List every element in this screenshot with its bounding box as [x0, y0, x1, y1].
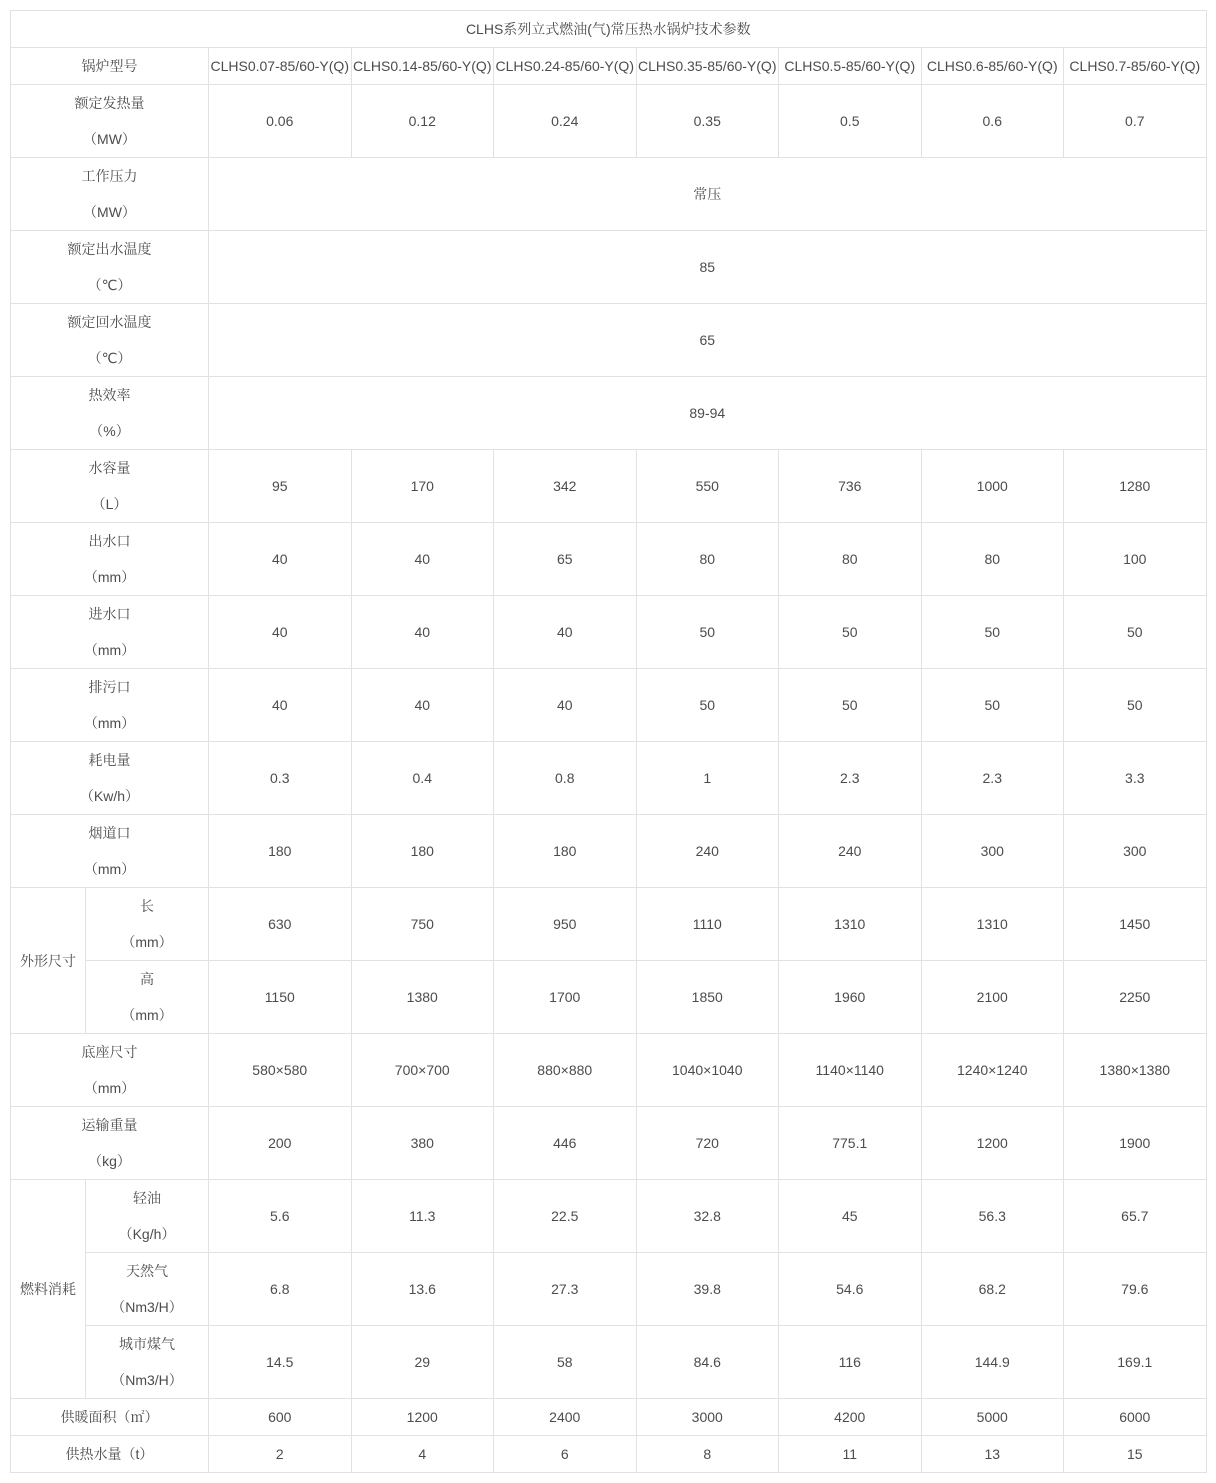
table-row-rated-outlet-temp	[11, 231, 1207, 304]
cell-value: 342	[494, 450, 637, 523]
cell-value: 720	[636, 1107, 779, 1180]
header-model: CLHS0.35-85/60-Y(Q)	[636, 48, 779, 85]
row-label-cell: 供暖面积（㎡）	[11, 1399, 209, 1436]
cell-value: 40	[494, 596, 637, 669]
cell-value: 1900	[1064, 1107, 1207, 1180]
row-unit: （℃）	[87, 350, 132, 366]
cell-value: 68.2	[921, 1253, 1064, 1326]
cell-value: 240	[636, 815, 779, 888]
cell-value: 1280	[1064, 450, 1207, 523]
row-label-cell	[86, 961, 209, 1034]
cell-value: 4200	[779, 1399, 922, 1436]
group-label-overall-dimensions: 外形尺寸	[11, 888, 86, 1034]
cell-value: 3.3	[1064, 742, 1207, 815]
cell-value: 200	[209, 1107, 352, 1180]
row-unit: （℃）	[87, 277, 132, 293]
table-row-water-capacity	[11, 450, 1207, 523]
row-unit: （Nm3/H）	[111, 1372, 183, 1388]
cell-value: 2.3	[779, 742, 922, 815]
row-label-cell	[11, 1107, 209, 1180]
header-model: CLHS0.7-85/60-Y(Q)	[1064, 48, 1207, 85]
table-title: CLHS系列立式燃油(气)常压热水锅炉技术参数	[11, 11, 1207, 48]
cell-value: 32.8	[636, 1180, 779, 1253]
cell-value: 13	[921, 1436, 1064, 1473]
cell-value: 180	[351, 815, 494, 888]
cell-value: 550	[636, 450, 779, 523]
cell-value: 3000	[636, 1399, 779, 1436]
cell-value: 50	[636, 669, 779, 742]
cell-value: 950	[494, 888, 637, 961]
table-row-fuel-light-oil	[11, 1180, 1207, 1253]
cell-value: 50	[1064, 669, 1207, 742]
cell-value-merged: 常压	[209, 158, 1207, 231]
cell-value: 116	[779, 1326, 922, 1399]
row-label-cell	[11, 85, 209, 158]
cell-value: 1110	[636, 888, 779, 961]
row-label-cell	[11, 815, 209, 888]
cell-value: 50	[636, 596, 779, 669]
cell-value: 50	[921, 669, 1064, 742]
cell-value: 6.8	[209, 1253, 352, 1326]
row-label-cell	[86, 1326, 209, 1399]
cell-value: 13.6	[351, 1253, 494, 1326]
cell-value: 1150	[209, 961, 352, 1034]
row-label: 出水口	[88, 533, 131, 549]
cell-value: 1310	[779, 888, 922, 961]
row-unit: （mm）	[121, 934, 173, 950]
cell-value: 6	[494, 1436, 637, 1473]
cell-value: 1380×1380	[1064, 1034, 1207, 1107]
row-label: 水容量	[88, 460, 131, 476]
table-row-dimension-height	[11, 961, 1207, 1034]
cell-value: 300	[921, 815, 1064, 888]
cell-value: 15	[1064, 1436, 1207, 1473]
cell-value: 169.1	[1064, 1326, 1207, 1399]
cell-value: 22.5	[494, 1180, 637, 1253]
table-row-power-consumption	[11, 742, 1207, 815]
table-row-transport-weight	[11, 1107, 1207, 1180]
row-label-cell	[11, 1034, 209, 1107]
cell-value: 1380	[351, 961, 494, 1034]
row-label-cell	[11, 450, 209, 523]
cell-value: 14.5	[209, 1326, 352, 1399]
cell-value: 144.9	[921, 1326, 1064, 1399]
table-row-water-inlet	[11, 596, 1207, 669]
table-row-thermal-efficiency	[11, 377, 1207, 450]
cell-value: 5000	[921, 1399, 1064, 1436]
table-row-working-pressure	[11, 158, 1207, 231]
row-unit: （L）	[91, 496, 128, 512]
header-model: CLHS0.14-85/60-Y(Q)	[351, 48, 494, 85]
row-label: 额定出水温度	[67, 241, 152, 257]
cell-value: 1	[636, 742, 779, 815]
row-label-cell	[11, 596, 209, 669]
row-label: 高	[140, 971, 154, 987]
cell-value: 300	[1064, 815, 1207, 888]
row-label: 额定发热量	[74, 95, 145, 111]
cell-value: 27.3	[494, 1253, 637, 1326]
cell-value: 0.5	[779, 85, 922, 158]
cell-value: 600	[209, 1399, 352, 1436]
row-label-cell	[11, 377, 209, 450]
row-unit: （mm）	[83, 642, 136, 658]
cell-value: 1000	[921, 450, 1064, 523]
cell-value: 50	[921, 596, 1064, 669]
header-model: CLHS0.6-85/60-Y(Q)	[921, 48, 1064, 85]
cell-value: 80	[636, 523, 779, 596]
boiler-spec-table	[10, 10, 1207, 1473]
row-label: 烟道口	[88, 825, 131, 841]
cell-value: 880×880	[494, 1034, 637, 1107]
cell-value: 1200	[351, 1399, 494, 1436]
cell-value: 65.7	[1064, 1180, 1207, 1253]
cell-value: 1450	[1064, 888, 1207, 961]
cell-value: 580×580	[209, 1034, 352, 1107]
table-row-blowdown-outlet	[11, 669, 1207, 742]
cell-value: 40	[351, 669, 494, 742]
cell-value: 80	[921, 523, 1064, 596]
header-model: CLHS0.5-85/60-Y(Q)	[779, 48, 922, 85]
cell-value: 8	[636, 1436, 779, 1473]
row-unit: （mm）	[83, 861, 136, 877]
row-label-cell	[11, 523, 209, 596]
row-label: 运输重量	[81, 1117, 138, 1133]
row-label-cell	[86, 1180, 209, 1253]
header-model: CLHS0.24-85/60-Y(Q)	[494, 48, 637, 85]
header-model: CLHS0.07-85/60-Y(Q)	[209, 48, 352, 85]
row-label: 排污口	[88, 679, 131, 695]
cell-value: 58	[494, 1326, 637, 1399]
cell-value: 630	[209, 888, 352, 961]
row-label: 进水口	[88, 606, 131, 622]
table-row-fuel-natural-gas	[11, 1253, 1207, 1326]
title-row	[11, 11, 1207, 48]
row-unit: （mm）	[83, 569, 136, 585]
cell-value: 1040×1040	[636, 1034, 779, 1107]
cell-value: 2400	[494, 1399, 637, 1436]
header-boiler-model-label: 锅炉型号	[11, 48, 209, 85]
row-label: 额定回水温度	[67, 314, 152, 330]
cell-value: 700×700	[351, 1034, 494, 1107]
cell-value: 50	[779, 669, 922, 742]
cell-value: 40	[351, 523, 494, 596]
cell-value: 40	[351, 596, 494, 669]
row-label: 耗电量	[88, 752, 131, 768]
cell-value: 180	[494, 815, 637, 888]
row-unit: （%）	[89, 423, 130, 439]
row-label: 天然气	[126, 1263, 168, 1279]
cell-value: 775.1	[779, 1107, 922, 1180]
cell-value: 180	[209, 815, 352, 888]
cell-value: 0.7	[1064, 85, 1207, 158]
cell-value: 446	[494, 1107, 637, 1180]
table-row-hot-water-supply	[11, 1436, 1207, 1473]
row-unit: （kg）	[88, 1153, 131, 1169]
cell-value: 54.6	[779, 1253, 922, 1326]
table-row-flue-outlet	[11, 815, 1207, 888]
table-row-rated-heat-output	[11, 85, 1207, 158]
cell-value: 11.3	[351, 1180, 494, 1253]
row-label-cell	[11, 158, 209, 231]
cell-value-merged: 85	[209, 231, 1207, 304]
row-label-cell	[86, 888, 209, 961]
row-label: 轻油	[133, 1190, 161, 1206]
cell-value: 5.6	[209, 1180, 352, 1253]
header-row	[11, 48, 1207, 85]
row-unit: （MW）	[83, 131, 136, 147]
cell-value: 80	[779, 523, 922, 596]
row-unit: （Kw/h）	[79, 788, 140, 804]
cell-value: 39.8	[636, 1253, 779, 1326]
row-label-cell	[86, 1253, 209, 1326]
cell-value: 0.4	[351, 742, 494, 815]
cell-value: 40	[209, 669, 352, 742]
row-label-cell	[11, 304, 209, 377]
row-unit: （mm）	[121, 1007, 173, 1023]
cell-value: 1140×1140	[779, 1034, 922, 1107]
cell-value: 2.3	[921, 742, 1064, 815]
cell-value: 240	[779, 815, 922, 888]
row-label: 工作压力	[81, 168, 138, 184]
row-label-cell: 供热水量（t）	[11, 1436, 209, 1473]
cell-value: 1240×1240	[921, 1034, 1064, 1107]
row-label: 城市煤气	[119, 1336, 175, 1352]
cell-value: 380	[351, 1107, 494, 1180]
cell-value: 40	[209, 523, 352, 596]
cell-value: 65	[494, 523, 637, 596]
cell-value: 100	[1064, 523, 1207, 596]
cell-value: 29	[351, 1326, 494, 1399]
cell-value: 56.3	[921, 1180, 1064, 1253]
row-unit: （mm）	[83, 1080, 136, 1096]
row-label-cell	[11, 669, 209, 742]
row-label-cell	[11, 231, 209, 304]
cell-value: 11	[779, 1436, 922, 1473]
group-label-fuel-consumption: 燃料消耗	[11, 1180, 86, 1399]
cell-value: 45	[779, 1180, 922, 1253]
row-unit: （Kg/h）	[118, 1226, 176, 1242]
cell-value-merged: 89-94	[209, 377, 1207, 450]
cell-value: 6000	[1064, 1399, 1207, 1436]
cell-value: 2	[209, 1436, 352, 1473]
row-label: 热效率	[88, 387, 131, 403]
cell-value: 736	[779, 450, 922, 523]
table-row-water-outlet	[11, 523, 1207, 596]
cell-value: 40	[209, 596, 352, 669]
cell-value: 79.6	[1064, 1253, 1207, 1326]
cell-value: 0.06	[209, 85, 352, 158]
cell-value: 1310	[921, 888, 1064, 961]
cell-value: 0.8	[494, 742, 637, 815]
cell-value: 0.6	[921, 85, 1064, 158]
cell-value: 0.24	[494, 85, 637, 158]
row-label: 长	[140, 898, 154, 914]
table-row-fuel-city-gas	[11, 1326, 1207, 1399]
table-row-base-size	[11, 1034, 1207, 1107]
cell-value: 0.3	[209, 742, 352, 815]
table-row-dimension-length	[11, 888, 1207, 961]
cell-value: 95	[209, 450, 352, 523]
row-label-cell	[11, 742, 209, 815]
cell-value: 1850	[636, 961, 779, 1034]
cell-value: 1700	[494, 961, 637, 1034]
cell-value: 84.6	[636, 1326, 779, 1399]
cell-value: 40	[494, 669, 637, 742]
row-label: 底座尺寸	[81, 1044, 138, 1060]
row-unit: （mm）	[83, 715, 136, 731]
cell-value: 50	[779, 596, 922, 669]
table-row-heating-area	[11, 1399, 1207, 1436]
cell-value: 170	[351, 450, 494, 523]
cell-value: 1200	[921, 1107, 1064, 1180]
row-unit: （Nm3/H）	[111, 1299, 183, 1315]
table-row-rated-return-temp	[11, 304, 1207, 377]
cell-value: 0.12	[351, 85, 494, 158]
cell-value: 2100	[921, 961, 1064, 1034]
cell-value: 50	[1064, 596, 1207, 669]
cell-value: 750	[351, 888, 494, 961]
cell-value: 4	[351, 1436, 494, 1473]
cell-value-merged: 65	[209, 304, 1207, 377]
cell-value: 2250	[1064, 961, 1207, 1034]
row-unit: （MW）	[83, 204, 136, 220]
cell-value: 1960	[779, 961, 922, 1034]
cell-value: 0.35	[636, 85, 779, 158]
